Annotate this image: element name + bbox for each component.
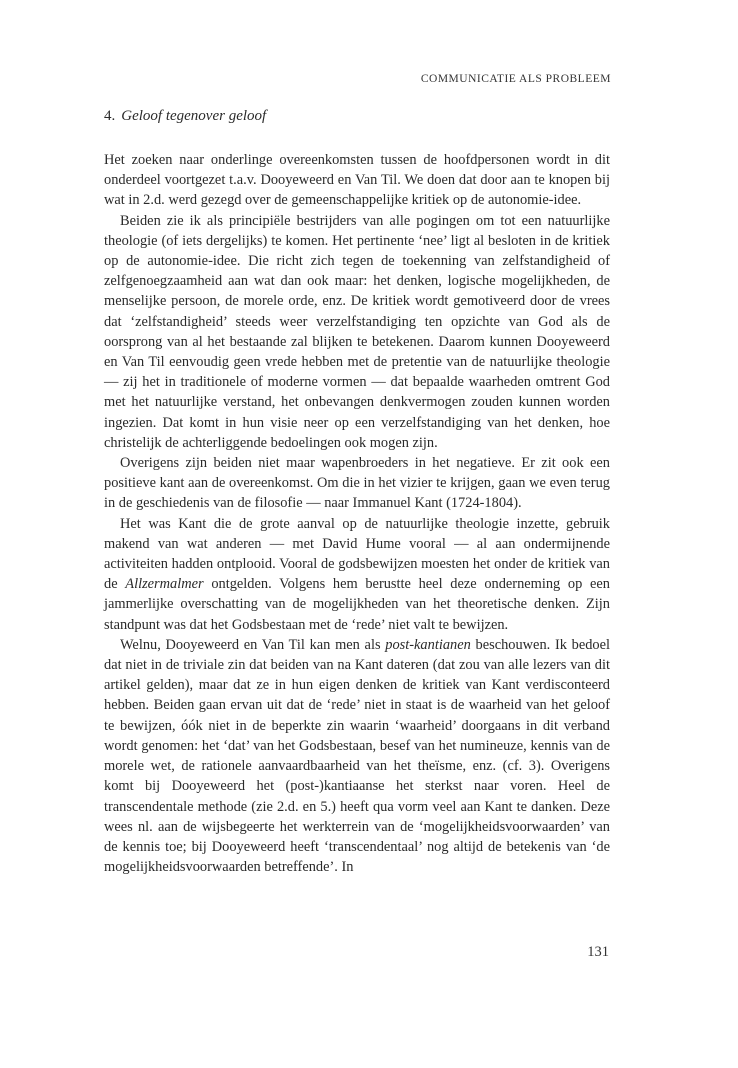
section-title: Geloof tegenover geloof xyxy=(121,108,267,124)
page-number: 131 xyxy=(587,944,609,960)
paragraph-2: Beiden zie ik als principiële bestrijders van alle pogingen om tot een natuurlijke theologie (of iets dergelijks) te komen. Het pertinente ‘nee’ ligt al besloten in de kritiek op de autonomie-idee. Die richt zich tegen de toekenning van zelfstandigheid of zelfgenoegzaamheid aan wat dan ook maar: het denken, logische mogelijkheden, de menselijke persoon, de morele orde, enz. De kritiek wordt gemotiveerd door de vrees dat ‘zelfstandigheid’ steeds weer verzelfstandiging ten opzichte van God als de oorsprong van al het bestaande zal blijken te betekenen. Daarom kunnen Dooyeweerd en Van Til eenvoudig geen vrede hebben met de pretentie van de natuurlijke theologie — zij het in traditionele of moderne vormen — dat bepaalde waarheden omtrent God met het natuurlijke verstand, het onbevangen denkvermogen zouden kunnen worden ingezien. Dat komt in hun visie neer op een verzelfstandiging van het denken, hoe christelijk de achterliggende bedoelingen ook mogen zijn. xyxy=(104,212,610,451)
paragraph-4-text-a: Het was Kant die de grote aanval op de natuurlijke theologie inzette, gebruik makend van wat anderen — met David Hume vooral — al aan ondermijnende activiteiten hadden ontplooid. Vooral de godsbewijzen moesten het onder de kritiek van de xyxy=(104,515,610,593)
paragraph-5-emphasis: post-kantianen xyxy=(385,636,471,653)
running-head: COMMUNICATIE ALS PROBLEEM xyxy=(420,73,611,85)
paragraph-5-text-b: beschouwen. Ik bedoel dat niet in de triviale zin dat beiden van na Kant dateren (dat zou van alle lezers van dit artikel gelden), maar dat ze in hun eigen denken de kritiek van Kant verdisconteerd hebben. Beiden gaan ervan uit dat de ‘rede’ niet in staat is de waarheid van het geloof te bewijzen, óók niet in de beperkte zin waarin ‘waarheid’ doorgaans in dit verband wordt genomen: het ‘dat’ van het Godsbestaan, besef van het numineuze, kennis van de morele wet, de rationele aanvaardbaarheid van het theïsme, enz. (cf. 3). Overigens komt bij Dooyeweerd het (post-)kantiaanse het sterkst naar voren. Heel de transcendentale methode (zie 2.d. en 5.) heeft qua vorm veel aan Kant te danken. Deze wees nl. aan de wijsbegeerte het werkterrein van de ‘mogelijkheidsvoorwaarden’ van de kennis toe; bij Dooyeweerd heeft ‘transcendentaal’ nog altijd de betekenis van ‘de mogelijkheidsvoorwaarden betreffende’. In xyxy=(104,636,610,876)
body-text xyxy=(104,150,610,877)
paragraph-3: Overigens zijn beiden niet maar wapenbroeders in het negatieve. Er zit ook een positieve kant aan de overeenkomst. Om die in het vizier te krijgen, gaan we even terug in de geschiedenis van de filosofie — naar Immanuel Kant (1724-1804). xyxy=(104,455,610,512)
section-heading xyxy=(104,108,266,125)
paragraph-4-emphasis: Allzermalmer xyxy=(125,576,204,593)
paragraph-1: Het zoeken naar onderlinge overeenkomsten tussen de hoofdpersonen wordt in dit onderdeel voortgezet t.a.v. Dooyeweerd en Van Til. We doen dat door aan te knopen bij wat in 2.d. werd gezegd over de gemeenschappelijke kritiek op de autonomie-idee. xyxy=(104,152,610,209)
paragraph-4 xyxy=(104,514,610,635)
paragraph-5-text-a: Welnu, Dooyeweerd en Van Til kan men als xyxy=(120,636,386,653)
paragraph-5 xyxy=(104,635,610,877)
paragraph-4-text-b: ontgelden. Volgens hem berustte heel deze onderneming op een jammerlijke overschatting van de mogelijkheden van het theoretische denken. Zijn standpunt was dat het Godsbestaan met de ‘rede’ niet valt te bewijzen. xyxy=(104,576,610,633)
section-number: 4. xyxy=(104,108,116,124)
